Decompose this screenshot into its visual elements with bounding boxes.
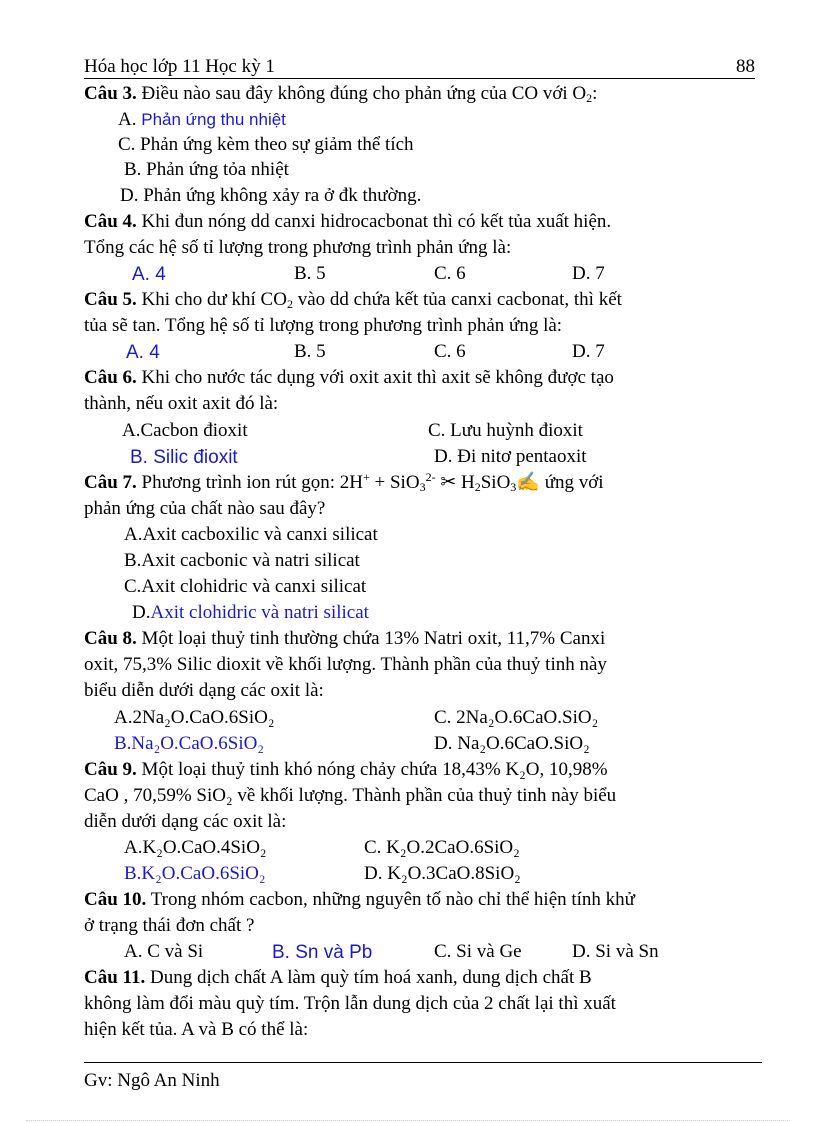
footer-rule bbox=[84, 1062, 762, 1063]
page-number: 88 bbox=[736, 56, 755, 77]
q11-stem-1: Câu 11. Dung dịch chất A làm quỳ tím hoá xanh, dung dịch chất B bbox=[84, 967, 592, 988]
q10-option-d: D. Si và Sn bbox=[572, 941, 659, 962]
q8-stem-1: Câu 8. Một loại thuỷ tinh thường chứa 13% Natri oxit, 11,7% Canxi bbox=[84, 628, 606, 649]
q6-option-b: B. Silic đioxit bbox=[130, 447, 238, 468]
q8-option-b: B.Na₂O.CaO.6SiO₂ bbox=[114, 733, 264, 754]
q3-option-c: C. Phản ứng kèm theo sự giảm thể tích bbox=[118, 134, 414, 155]
q3-stem: Câu 3. Điều nào sau đây không đúng cho phản ứng của CO với $O_2$: bbox=[84, 83, 598, 105]
q10-option-b: B. Sn và Pb bbox=[272, 942, 373, 963]
q4-option-a: A. 4 bbox=[132, 264, 166, 285]
q10-option-a: A. C và Si bbox=[124, 941, 204, 962]
q5-option-c: C. 6 bbox=[434, 341, 466, 362]
q4-stem-1: Câu 4. Khi đun nóng dd canxi hidrocacbonat thì có kết tủa xuất hiện. bbox=[84, 211, 612, 232]
page-header bbox=[84, 56, 755, 79]
q10-stem-1: Câu 10. Trong nhóm cacbon, những nguyên tố nào chỉ thể hiện tính khử bbox=[84, 889, 635, 910]
q8-stem-2: oxit, 75,3% Silic dioxit về khối lượng. Thành phần của thuỷ tinh này bbox=[84, 654, 607, 675]
q11-stem-2: không làm đổi màu quỳ tím. Trộn lẫn dung dịch của 2 chất lại thì xuất bbox=[84, 993, 616, 1014]
q5-option-b: B. 5 bbox=[294, 341, 326, 362]
q6-option-a: A.Cacbon đioxit bbox=[122, 420, 248, 441]
q3-option-b: B. Phản ứng tỏa nhiệt bbox=[124, 159, 289, 180]
q6-stem-2: thành, nếu oxit axit đó là: bbox=[84, 393, 279, 414]
q3-option-a: A. Phản ứng thu nhiệt bbox=[118, 109, 286, 130]
q9-stem-3: diễn dưới dạng các oxit là: bbox=[84, 811, 287, 832]
q7-option-d: D.Axit clohidric và natri silicat bbox=[132, 602, 369, 623]
q7-option-c: C.Axit clohidric và canxi silicat bbox=[124, 576, 367, 597]
q6-stem-1: Câu 6. Khi cho nước tác dụng với oxit axit thì axit sẽ không được tạo bbox=[84, 367, 614, 388]
q4-stem-2: Tổng các hệ số tỉ lượng trong phương trình phản ứng là: bbox=[84, 237, 512, 258]
q8-stem-3: biểu diễn dưới dạng các oxit là: bbox=[84, 680, 324, 701]
q9-stem-2: CaO , 70,59% SiO₂ về khối lượng. Thành phần của thuỷ tinh này biểu bbox=[84, 785, 617, 806]
q9-option-b: B.K₂O.CaO.6SiO₂ bbox=[124, 863, 266, 884]
q10-option-c: C. Si và Ge bbox=[434, 941, 522, 962]
q5-stem-1: Câu 5. Khi cho dư khí $CO_2$ vào dd chứa kết tủa canxi cacbonat, thì kết bbox=[84, 289, 622, 311]
q7-stem-2: phản ứng của chất nào sau đây? bbox=[84, 498, 326, 519]
q7-option-a: A.Axit cacboxilic và canxi silicat bbox=[124, 524, 378, 545]
q8-option-d: D. Na₂O.6CaO.SiO₂ bbox=[434, 733, 590, 754]
q5-option-d: D. 7 bbox=[572, 341, 605, 362]
q9-option-a: A.K₂O.CaO.4SiO₂ bbox=[124, 837, 267, 858]
q10-stem-2: ở trạng thái đơn chất ? bbox=[84, 915, 255, 936]
q9-option-d: D. K₂O.3CaO.8SiO₂ bbox=[364, 863, 521, 884]
header-title: Hóa học lớp 11 Học kỳ 1 bbox=[84, 56, 275, 77]
q4-option-b: B. 5 bbox=[294, 263, 326, 284]
q6-option-d: D. Đi nitơ pentaoxit bbox=[434, 446, 587, 467]
q8-option-c: C. 2Na₂O.6CaO.SiO₂ bbox=[434, 707, 599, 728]
q4-option-d: D. 7 bbox=[572, 263, 605, 284]
q8-option-a: A.2Na₂O.CaO.6SiO₂ bbox=[114, 707, 275, 728]
page-edge-divider bbox=[26, 1120, 790, 1121]
q3-option-d: D. Phản ứng không xảy ra ở đk thường. bbox=[120, 185, 422, 206]
q11-stem-3: hiện kết tủa. A và B có thể là: bbox=[84, 1019, 309, 1040]
q6-option-c: C. Lưu huỳnh đioxit bbox=[428, 420, 583, 441]
q7-stem-1: Câu 7. Phương trình ion rút gọn: 2H+ + SiO$_3^{2-}$ ✂ $H_2SiO_3✍$ ứng với bbox=[84, 470, 604, 494]
q4-option-c: C. 6 bbox=[434, 263, 466, 284]
q5-stem-2: tủa sẽ tan. Tổng hệ số tỉ lượng trong phương trình phản ứng là: bbox=[84, 315, 563, 336]
q9-stem-1: Câu 9. Một loại thuỷ tinh khó nóng chảy chứa 18,43% K₂O, 10,98% bbox=[84, 759, 608, 780]
q9-option-c: C. K₂O.2CaO.6SiO₂ bbox=[364, 837, 520, 858]
q7-option-b: B.Axit cacbonic và natri silicat bbox=[124, 550, 360, 571]
q5-option-a: A. 4 bbox=[126, 342, 160, 363]
footer-author: Gv: Ngô An Ninh bbox=[84, 1070, 220, 1091]
